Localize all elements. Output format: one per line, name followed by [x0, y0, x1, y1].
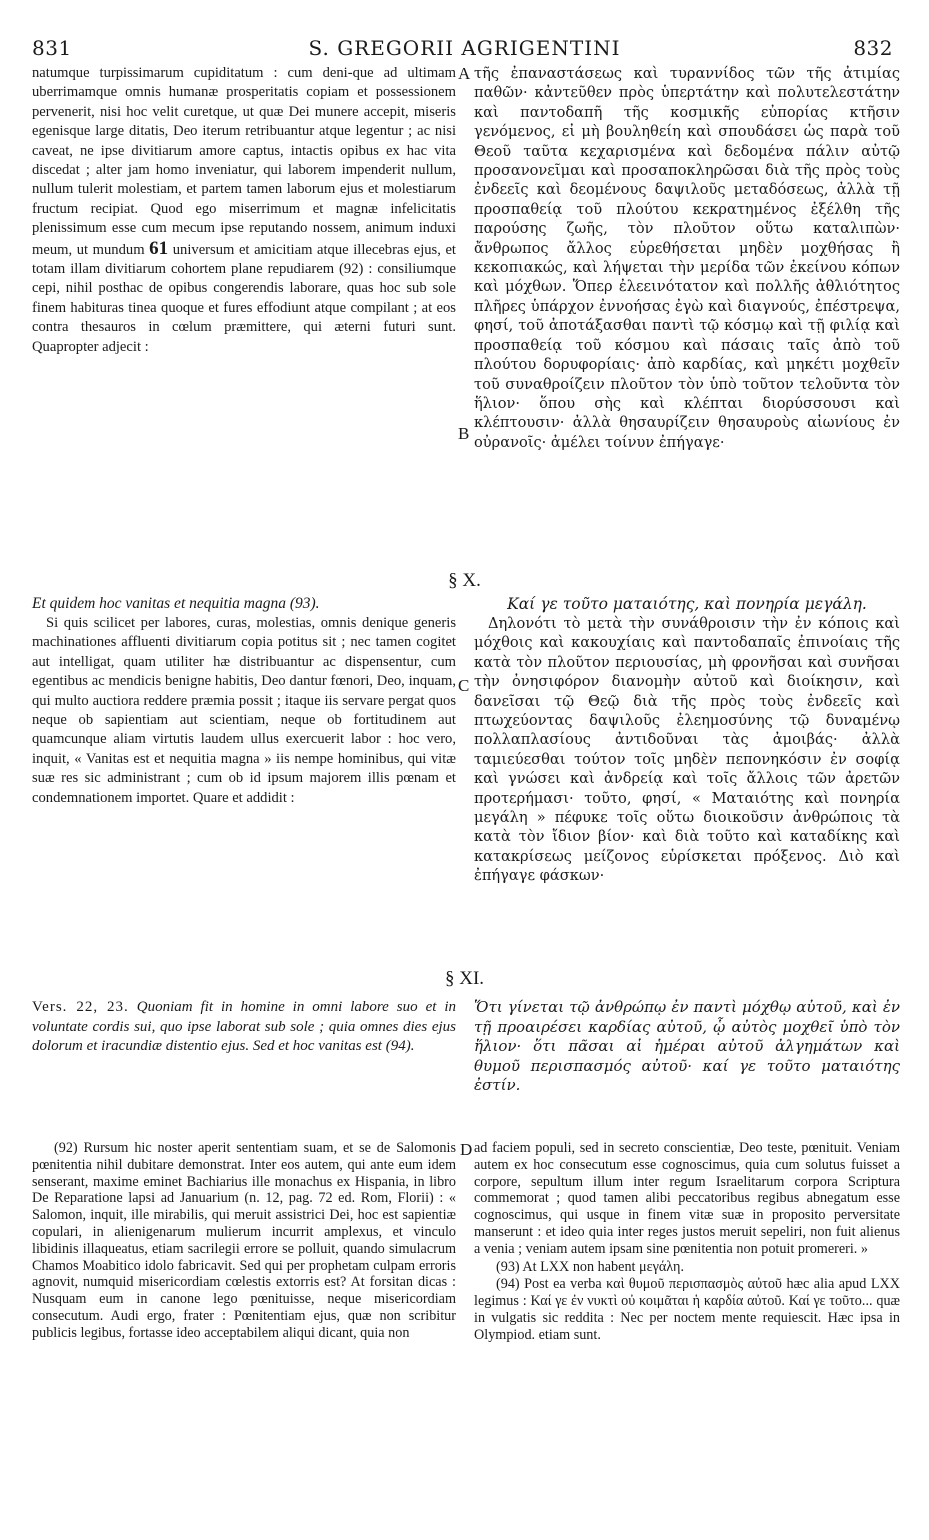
latin-commentary: Si quis scilicet per labores, curas, molestias, omnis denique generis machinationes affluenti divitiarum copia potitus sit ; nec tamen cogitet aut intelligat, quam utiliter hæ distribuantur ac dispensentur, cum egentibus ac mendicis benigne habitis, Deo dantur fœnori, Deo, inquam, qui multo auctiora reddere præmia possit ; itaque iis servare pergat quos neque ob sapientiam aut scientiam, neque ob fortitudinem aut quamcunque aliam virtutis laudem ullus exercuerit labor : hoc vero, inquit, « Vanitas est et nequitia magna » iis nempe hominibus, qui vitæ suæ res sic administrant ; cum ob id ipsum majorem illis pœnam et condemnationem importet. Quare et addidit :	[32, 615, 456, 806]
footnote-92-continued: ad faciem populi, sed in secreto conscientiæ, Deo teste, pœnituit. Veniam autem ex hoc consecutum esse cognoscimus, quia cum solutus fuisset a corpore, sepultum illum inter regum Israelitarum corpora Scriptura commemorat ; quod tamen alibi peccatoribus regibus abnegatum esse cognoscimus, qui usque in finem vitæ suæ in proposito perversitate manserunt : et ideo quia inter reges justos meruit sepeliri, non fuit alienus a venia ; veniam autem ipsam sine pœnitentia non potuit promereri. »	[474, 1140, 900, 1257]
section-heading-xi: § XI.	[444, 968, 485, 989]
footnote-94: (94) Post ea verba καὶ θυμοῦ περισπασμὸς αὐτοῦ hæc alia apud LXX legimus : Καί γε ἐν νυκτὶ οὐ κοιμᾶται ἡ καρδία αὐτοῦ. Καί γε τοῦτο... quæ in vulgatis sic reddita : Nec per noctem mente requiescit. Hæc ipsa in Olympiod. etiam sunt.	[474, 1276, 900, 1343]
latin-text-part-b: universum et amicitiam atque illecebras ejus, et totam illam divitiarum cohortem plane repudiarem (92) : consiliumque cepi, nihil posthac de opibus congerendis laborare, quas hoc sub sole finem habituras tinea quoque et fures effodiunt atque compilant ; at eos contra thesauros in cœlum præmittere, qui æterni futuri sunt. Quapropter adjecit :	[32, 241, 456, 355]
section-heading-x: § X.	[448, 570, 481, 591]
latin-verse-block3	[32, 998, 456, 1057]
footnote-93: (93) At LXX non habent μεγάλη.	[496, 1258, 685, 1275]
page-number-left: 831	[32, 36, 72, 60]
footnote-92-text: (92) Rursum hic noster aperit sententiam suam, et se de Salomonis pœnitentia nihil dubitare demonstrat. Inter eos autem, qui ante eum idem senserant, maxime eminet Bachiarius ille monachus ex Hispania, in libro De Reparatione lapsi ad Januarium (n. 12, pag. 72 ed. Rom, Florii) : « Salomon, inquit, ille mirabilis, qui meruit assistrici Dei, hoc est sapientiæ copulari, in alienigenarum mulierum incurrit amplexus, et vinculo libidinis illaqueatus, etiam sacrilegii errore se polluit, quando simulacrum Chamos Moabitico idolo fabricavit. Sed qui per prophetam culpam erroris agnovit, numquid misericordiam cœlestis extorris est? At forsitan dicas : Nusquam eum in canone lego pœnituisse, neque misericordiam consecutum. Audi ergo, frater : Pœnitentiam ejus, quæ non scribitur publicis legibus, fortasse ideo acceptabilem aliqui dicant, quia non	[32, 1140, 456, 1341]
margin-mark-b: B	[458, 424, 470, 443]
greek-verse-block3: Ὅτι γίνεται τῷ ἀνθρώπῳ ἐν παντὶ μόχθῳ αὐτοῦ, καὶ ἐν τῇ προαιρέσει καρδίας αὐτοῦ, ᾧ αὐτὸς μοχθεῖ ὑπὸ τὸν ἥλιον· ὅτι πᾶσαι αἱ ἡμέραι αὐτοῦ ἀλγημάτων καὶ θυμοῦ περισπασμός αὐτοῦ· καί γε τοῦτο ματαιότης ἐστίν.	[474, 998, 900, 1095]
greek-verse-heading: Καί γε τοῦτο ματαιότης, καὶ πονηρία μεγάλη.	[507, 595, 867, 613]
latin-column-block1	[32, 64, 456, 357]
latin-verse-text: Quoniam fit in homine in omni labore suo et in voluntate cordis sui, quo ipse laborat sub sole ; quia omnes dies ejus dolorum et iracundiæ distentio ejus. Sed et hoc vanitas est (94).	[32, 999, 456, 1055]
folio-marker: 61	[149, 237, 169, 259]
latin-column-block2	[32, 594, 456, 808]
footnote-92-left	[32, 1140, 456, 1342]
greek-column-block2	[474, 594, 900, 886]
margin-mark-d: D	[460, 1140, 473, 1159]
margin-mark-c: C	[458, 676, 470, 695]
page-number-right: 832	[853, 36, 893, 60]
latin-verse-heading: Et quidem hoc vanitas et nequitia magna (93).	[32, 595, 320, 612]
running-title: S. GREGORII AGRIGENTINI	[308, 36, 621, 60]
greek-column-block1: τῆς ἐπαναστάσεως καὶ τυραννίδος τῶν τῆς ἀτιμίας παθῶν· κἀντεῦθεν πρὸς ὑπερτάτην καὶ πολυτελεστάτην καὶ παντοδαπῆ τῆς κοσμικῆς εὐπορίας κτῆσιν γενόμενος, εἰ μὴ βουληθείη καὶ σπουδάσει ὡς παρὰ τοῦ Θεοῦ ταῦτα κεχαρισμένα καὶ δεδομένα πάλιν αὐτῷ προσανονεῖμαι καὶ προσαποκληρῶσαι διὰ τῆς πρὸς τοὺς ἐνδεεῖς καὶ δεομένους δαψιλοῦς μεταδόσεως, ἀλλὰ τῇ προσπαθείᾳ τοῦ πλούτου κεκρατημένος ἐξέλθη τῆς παρούσης ζωῆς, τὸν πλοῦτον οὕτω καταλιπὼν· ἄνθρωπος ἄλλος εὑρεθήσεται μηδὲν μοχθήσας ἢ κεκοπιακώς, καὶ λήψεται τὴν μερίδα τῶν ἐκείνου κόπων καὶ μόχθων. Ὅπερ ἐλεεινότατον καὶ πολλῆς ἀθλιότητος πλῆρες ὑπάρχον ἐννοήσας ἐγὼ καὶ διαγνούς, ἐπέστρεψα, φησί, τοῦ ἀποτάξασθαι παντὶ τῷ κόσμῳ καὶ τῇ φιλίᾳ καὶ προσπαθείᾳ τοῦ κόσμου καὶ πάσαις ταῖς ἀπὸ τοῦ πλούτου δορυφορίαις· ἀπὸ καρδίας, καὶ μηκέτι μοχθεῖν τοῦ συναθροίζειν πλοῦτον τὸν ὑπὸ τοῦτον τελοῦντα τὸν ἥλιον· ὅπου σὴς καὶ κλέπται διορύσσουσι καὶ κλέπτουσιν· ἀλλὰ θησαυρίζειν θησαυροὺς αἰωνίους ἐν οὐρανοῖς· ἀμέλει τοίνυν ἐπήγαγε·	[474, 65, 900, 451]
footnotes-right	[474, 1140, 900, 1344]
latin-text-part-a: natumque turpissimarum cupiditatum : cum deni-que ad ultimam uberrimamque omnis humanæ prosperitatis copiam et possessionem pervenerit, nisi hoc velit curetque, ut quæ Dei munere accepit, miseris egenisque large ditatis, Deo iterum retribuantur atque legentur ; ac nisi caveat, ne ipse divitiarum amore captus, intactis opibus ex hac vita discedat ; alter jam homo inveniatur, qui laborem impenderit nullum, nullum tulerit molestiam, et partem tamen laborum ejus et molestiarum fructum recipiat. Quod ego miserrimum et magnæ infelicitatis plenissimum esse cum mecum ipse reputando nossem, animum induxi meum, ut mundum	[32, 65, 456, 258]
margin-mark-a: A	[458, 64, 471, 83]
verse-label: Vers. 22, 23.	[32, 999, 129, 1015]
greek-commentary: Δηλονότι τὸ μετὰ τὴν συνάθροισιν τὴν ἐν κόποις καὶ μόχθοις καὶ κακουχίαις καὶ παντοδαπαῖς ἐπινοίαις τῆς κατὰ τὸν πλοῦτον περιουσίας, μὴ φρονῆσαι καὶ συνῆσαι τὴν ὀνησιφόρον διανομὴν αὐτοῦ καὶ διοίκησιν, καὶ δανεῖσαι τῷ Θεῷ διὰ τῆς πρὸς τοὺς ἐνδεεῖς καὶ πτωχεύοντας δαψιλοῦς ἐλεημοσύνης τῷ δυναμένῳ πολλαπλασίους ἀντιδοῦναι τὰς ἀμοιβάς· ἀλλὰ ταμιεύεσθαι τούτον τοῖς μηδὲν πεπονηκόσιν ἐν σοφίᾳ καὶ γνώσει καὶ ἀνδρείᾳ καὶ τοῖς ἄλλοις τῶν ἀρετῶν προτερήμασι· τοῦτο, φησί, « Ματαιότης καὶ πονηρία μεγάλη » πέφυκε τοῖς οὕτω διοικοῦσιν ἀνθρώποις τὰ κατὰ τὸν ἴδιον βίον· καὶ διὰ τοῦτο καὶ καταδίκης καὶ κατακρίσεως μείζονος εὑρίσκεται πρόξενος. Διὸ καὶ ἐπήγαγε φάσκων·	[474, 615, 900, 885]
